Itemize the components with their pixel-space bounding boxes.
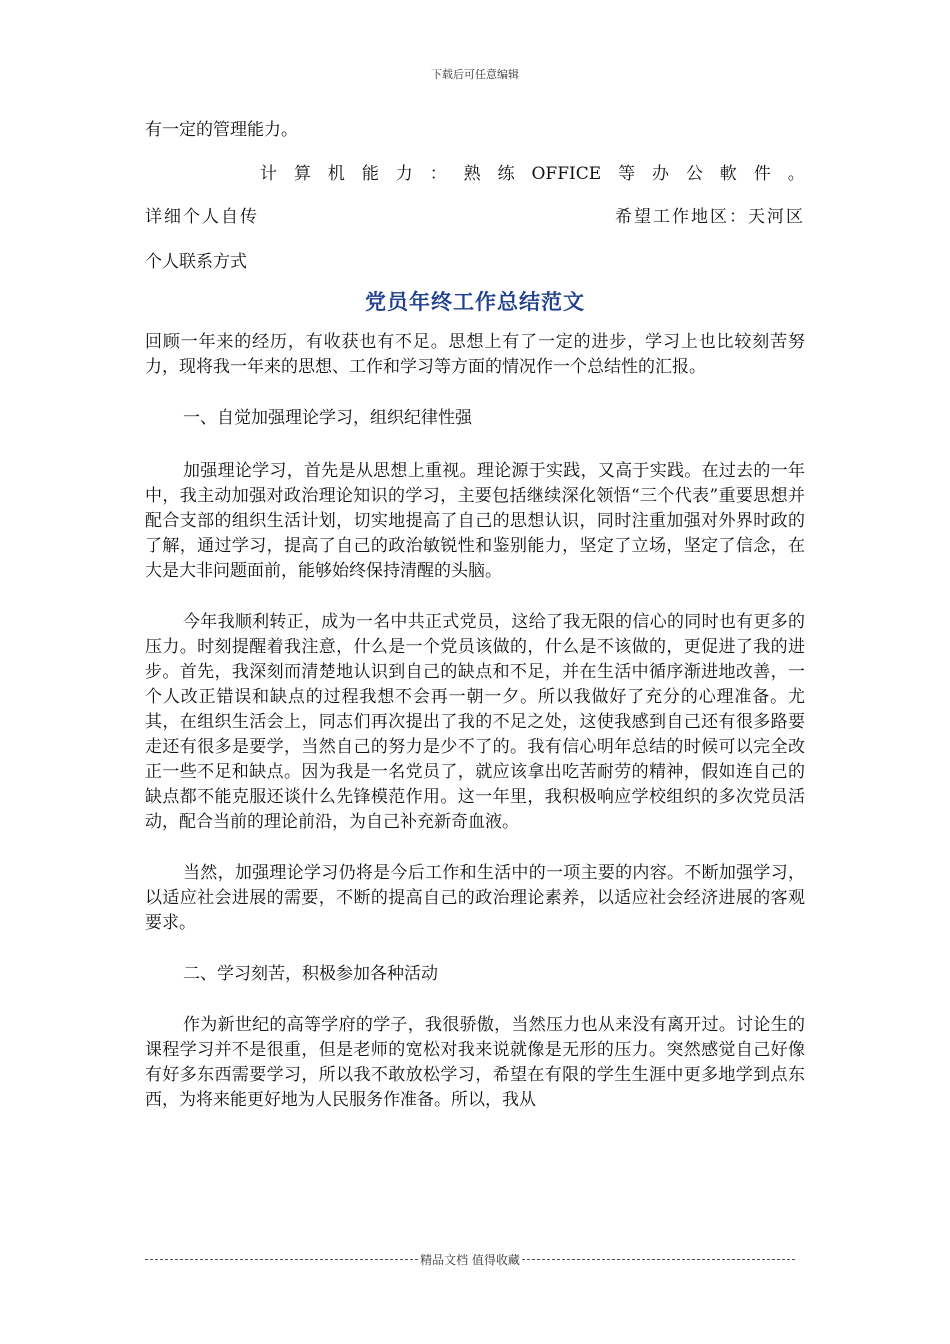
document-body bbox=[145, 118, 805, 1113]
skills-char: 能 bbox=[361, 164, 379, 184]
skills-char: 练 bbox=[497, 164, 515, 184]
autobiography-region-row bbox=[145, 205, 805, 230]
skills-char: 机 bbox=[327, 164, 345, 184]
skills-char: ： bbox=[429, 164, 447, 184]
paragraph-4: 作为新世纪的高等学府的学子，我很骄傲，当然压力也从来没有离开过。讨论生的课程学习并不是很重，但是老师的宽松对我来说就像是无形的压力。突然感觉自己好像有好多东西需要学习，所以我不敢放松学习，希望在有限的学生生涯中更多地学到点东西，为将来能更好地为人民服务作准备。所以，我从 bbox=[145, 1015, 805, 1110]
skills-char: 计 bbox=[260, 164, 277, 184]
contact-label: 个人联系方式 bbox=[145, 252, 247, 272]
skills-char: 。 bbox=[787, 164, 805, 184]
paragraph-3: 当然，加强理论学习仍将是今后工作和生活中的一项主要的内容。不断加强学习，以适应社会进展的需要，不断的提高自己的政治理论素养，以适应社会经济进展的客观要求。 bbox=[145, 863, 805, 933]
footer-divider-right bbox=[522, 1259, 795, 1260]
computer-skills-line bbox=[260, 162, 805, 187]
skills-char: 力 bbox=[395, 164, 413, 184]
skills-char: 件 bbox=[753, 164, 771, 184]
page-footer bbox=[145, 1251, 795, 1268]
header-note: 下载后可任意编辑 bbox=[431, 68, 519, 81]
section-heading-1: 一、自觉加强理论学习，组织纪律性强 bbox=[183, 408, 472, 428]
skills-word: OFFICE bbox=[531, 164, 602, 184]
skills-char: 熟 bbox=[463, 164, 481, 184]
footer-divider-left bbox=[145, 1259, 418, 1260]
region-label: 希望工作地区：天河区 bbox=[615, 207, 805, 227]
skills-char: 算 bbox=[293, 164, 311, 184]
skills-char: 等 bbox=[618, 164, 636, 184]
intro-paragraph: 回顾一年来的经历，有收获也有不足。思想上有了一定的进步，学习上也比较刻苦努力，现将我一年来的思想、工作和学习等方面的情况作一个总结性的汇报。 bbox=[145, 332, 805, 377]
skills-char: 办 bbox=[652, 164, 670, 184]
section-heading-2: 二、学习刻苦，积极参加各种活动 bbox=[183, 964, 438, 984]
paragraph-1: 加强理论学习，首先是从思想上重视。理论源于实践，又高于实践。在过去的一年中，我主动加强对政治理论知识的学习，主要包括继续深化领悟“三个代表”重要思想并配合支部的组织生活计划，切实地提高了自己的思想认识，同时注重加强对外界时政的了解，通过学习，提高了自己的政治敏锐性和鉴别能力，坚定了立场，坚定了信念，在大是大非问题面前，能够始终保持清醒的头脑。 bbox=[145, 461, 805, 581]
document-title: 党员年终工作总结范文 bbox=[365, 289, 585, 314]
top-line: 有一定的管理能力。 bbox=[145, 120, 298, 140]
skills-char: 軟 bbox=[719, 164, 737, 184]
footer-text: 精品文档 值得收藏 bbox=[420, 1253, 520, 1267]
skills-char: 公 bbox=[685, 164, 703, 184]
self-intro-label: 详细个人自传 bbox=[145, 207, 259, 227]
paragraph-2: 今年我顺利转正，成为一名中共正式党员，这给了我无限的信心的同时也有更多的压力。时刻提醒着我注意，什么是一个党员该做的，什么是不该做的，更促进了我的进步。首先，我深刻而清楚地认识到自己的缺点和不足，并在生活中循序渐进地改善，一个人改正错误和缺点的过程我想不会再一朝一夕。所以我做好了充分的心理准备。尤其，在组织生活会上，同志们再次提出了我的不足之处，这使我感到自己还有很多路要走还有很多是要学，当然自己的努力是少不了的。我有信心明年总结的时候可以完全改正一些不足和缺点。因为我是一名党员了，就应该拿出吃苦耐劳的精神，假如连自己的缺点都不能克服还谈什么先锋模范作用。这一年里，我积极响应学校组织的多次党员活动，配合当前的理论前沿，为自己补充新奇血液。 bbox=[145, 612, 805, 832]
